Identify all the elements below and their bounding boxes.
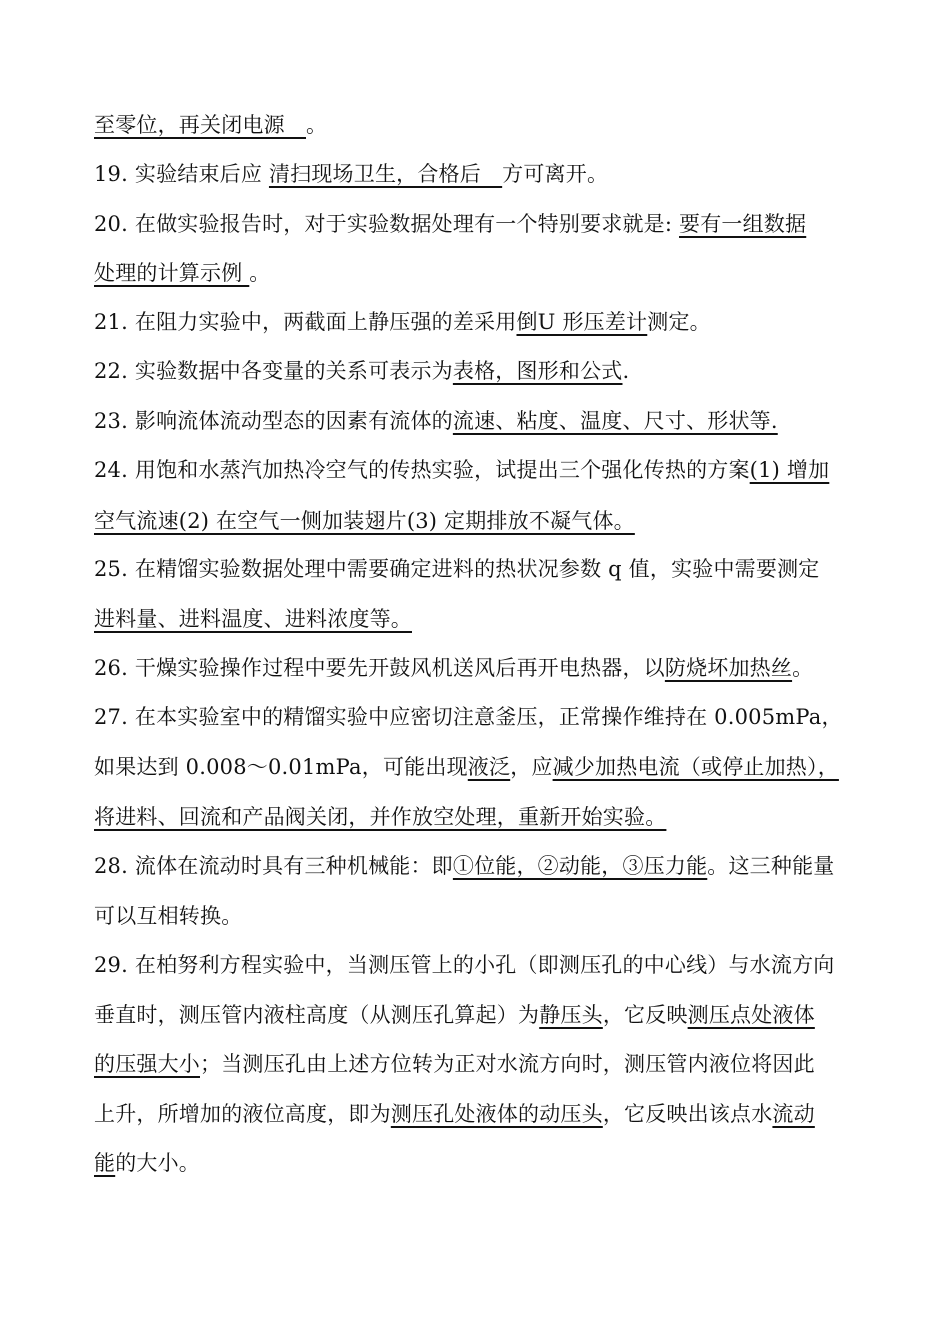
question-text: 23. 影响流体流动型态的因素有流体的 [94,409,453,433]
text-line [94,552,819,586]
text-line [94,305,711,339]
question-text: 25. 在精馏实验数据处理中需要确定进料的热状况参数 q 值，实验中需要测定 [94,557,820,581]
answer-text: 要有一组数据 [679,212,807,236]
answer-text: 液泛 [467,755,511,779]
answer-text: (1) 增加 [749,458,830,482]
answer-text: 进料量、进料温度、进料浓度等。 [94,607,412,631]
question-text: 垂直时，测压管内液柱高度（从测压孔算起）为 [94,1003,540,1027]
answer-text: 减少加热电流（或停止加热）， [552,755,839,779]
question-text: 19. 实验结束后应 [94,162,269,186]
answer-text: 测压孔处液体的动压头 [390,1102,603,1126]
question-text: 。这三种能量 [707,854,835,878]
answer-text: 将进料、回流和产品阀关闭，并作放空处理，重新开始实验。 [94,805,667,829]
text-line [94,800,666,834]
answer-text: 流速、粘度、温度、尺寸、形状等. [452,409,778,433]
question-text: 29. 在柏努利方程实验中，当测压管上的小孔（即测压孔的中心线）与水流方向 [94,953,835,977]
text-line [94,899,242,933]
question-text: 27. 在本实验室中的精馏实验中应密切注意釜压，正常操作维持在 0.005mPa， [94,705,843,729]
answer-text: 防烧坏加热丝 [664,656,793,680]
text-line [94,1047,815,1081]
answer-text: 至零位，再关闭电源 [94,113,306,137]
text-line [94,849,834,883]
question-text: ，应 [510,755,553,779]
text-line [94,651,813,685]
answer-text: 倒U 形压差计 [516,310,648,334]
question-text: 测定。 [647,310,711,334]
question-text: 。 [792,656,814,680]
question-text: 20. 在做实验报告时，对于实验数据处理有一个特别要求就是: [94,212,680,236]
question-text: 可以互相转换。 [94,904,243,928]
answer-text: 处理的计算示例 [94,261,250,285]
text-line [94,453,829,487]
question-text: 24. 用饱和水蒸汽加热冷空气的传热实验，试提出三个强化传热的方案 [94,458,750,482]
question-text: ，它反映出该点水 [602,1102,773,1126]
question-text: ，它反映 [602,1003,688,1027]
answer-text: 能 [94,1151,116,1175]
answer-text: 表格，图形和公式 [452,359,623,383]
answer-text: 静压头 [539,1003,603,1027]
answer-text: 空气流速(2) 在空气一侧加装翅片(3) 定期排放不凝气体。 [94,509,635,533]
text-line [94,998,815,1032]
text-line [94,354,629,388]
text-line [94,700,843,734]
text-line [94,504,635,538]
text-line [94,207,806,241]
question-text: 21. 在阻力实验中，两截面上静压强的差采用 [94,310,517,334]
answer-text: 流动 [772,1102,815,1126]
answer-text: 清扫现场卫生，合格后 [268,162,503,186]
text-line [94,404,778,438]
text-line [94,948,834,982]
question-text: 。 [306,113,328,137]
question-text: ；当测压孔由上述方位转为正对水流方向时，测压管内液位将因此 [200,1052,815,1076]
question-text: 。 [249,261,271,285]
question-text: 上升，所增加的液位高度，即为 [94,1102,391,1126]
text-line [94,750,839,784]
question-text: 22. 实验数据中各变量的关系可表示为 [94,359,453,383]
text-line [94,108,327,142]
text-line [94,602,412,636]
answer-text: 的压强大小 [94,1052,200,1076]
answer-text: ①位能，②动能，③压力能 [452,854,708,878]
question-text: 方可离开。 [502,162,609,186]
question-text: 如果达到 0.008～0.01mPa，可能出现 [94,755,468,779]
text-line [94,1097,815,1131]
text-line [94,1146,200,1180]
question-text: . [622,359,630,383]
question-text: 的大小。 [115,1151,201,1175]
question-text: 26. 干燥实验操作过程中要先开鼓风机送风后再开电热器，以 [94,656,665,680]
answer-text: 测压点处液体 [687,1003,815,1027]
text-line [94,256,270,290]
text-line [94,157,608,191]
question-text: 28. 流体在流动时具有三种机械能：即 [94,854,453,878]
